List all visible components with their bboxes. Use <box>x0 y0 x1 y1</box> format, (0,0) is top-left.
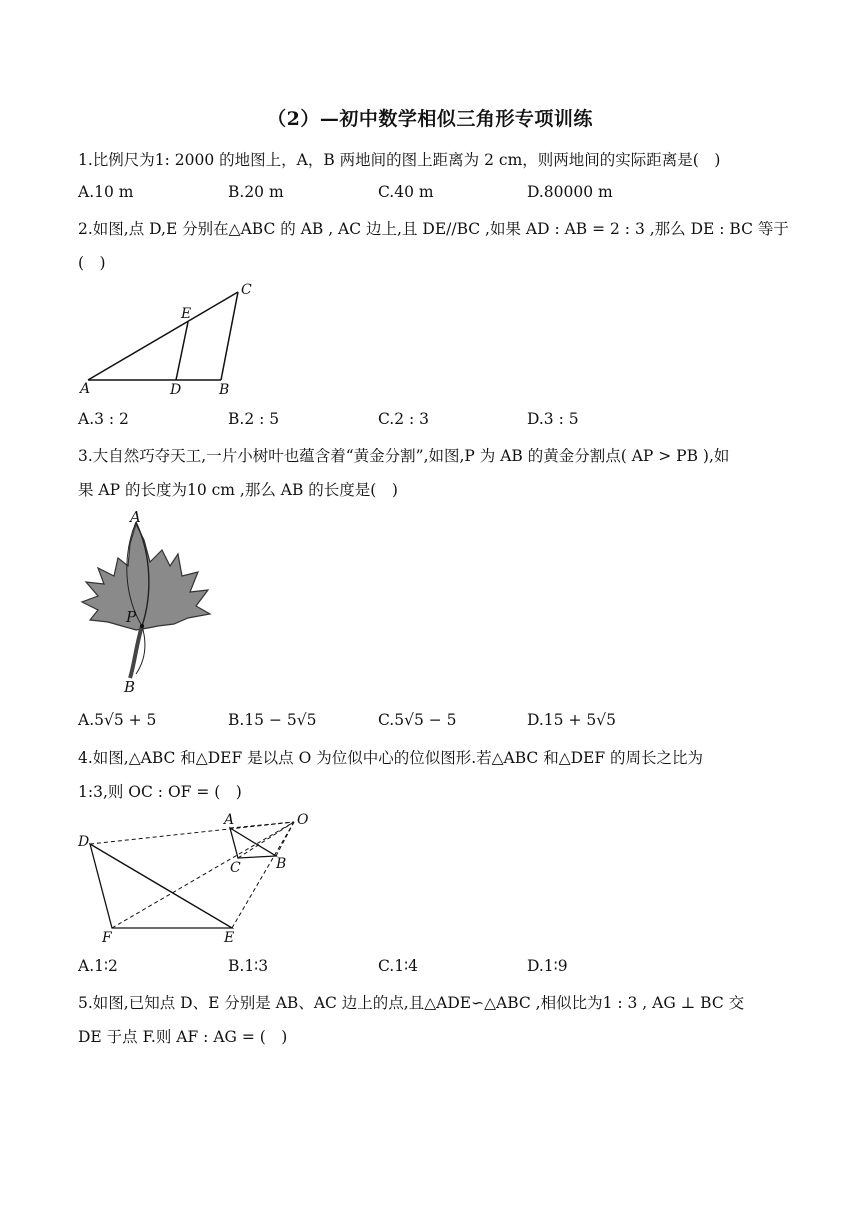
option-a: A.3 : 2 <box>78 410 129 428</box>
question-2-options <box>78 410 778 432</box>
question-4-text-line1: 4.如图,△ABC 和△DEF 是以点 O 为位似中心的位似图形.若△ABC 和△DEF 的周长之比为 <box>78 749 704 767</box>
label-e: E <box>181 306 192 322</box>
option-a: A.1∶2 <box>78 957 118 975</box>
option-d: D.1∶9 <box>527 957 568 975</box>
option-a: A.5√5 + 5 <box>78 711 157 729</box>
option-c: C.2 : 3 <box>378 410 430 428</box>
option-b: B.1∶3 <box>228 957 269 975</box>
triangle-de-parallel-bc-figure <box>78 280 268 400</box>
label-c: C <box>241 282 252 298</box>
label-c: C <box>230 860 241 876</box>
homothety-figure <box>74 808 324 943</box>
question-5-text-line2: DE 于点 F.则 AF : AG = ( ) <box>78 1028 288 1046</box>
option-c: C.1∶4 <box>378 957 418 975</box>
page-title: （2）—初中数学相似三角形专项训练 <box>267 108 593 130</box>
maple-leaf-figure <box>78 506 228 696</box>
option-c: C.40 m <box>378 183 434 201</box>
label-e: E <box>224 930 235 943</box>
question-2-text-line1: 2.如图,点 D,E 分别在△ABC 的 AB , AC 边上,且 DE//BC ,如果 AD : AB = 2 : 3 ,那么 DE : BC 等于 <box>78 220 789 238</box>
option-a: A.10 m <box>78 183 134 201</box>
question-1-text: 1.比例尺为1: 2000 的地图上，A，B 两地间的图上距离为 2 cm，则两地间的实际距离是( ) <box>78 151 721 169</box>
option-b: B.15 − 5√5 <box>228 711 317 729</box>
question-4-text-line2: 1:3,则 OC : OF = ( ) <box>78 783 242 801</box>
option-d: D.80000 m <box>527 183 613 201</box>
label-b: B <box>219 382 230 398</box>
question-3-options <box>78 711 778 733</box>
option-d: D.3 : 5 <box>527 410 579 428</box>
label-a: A <box>80 381 91 397</box>
option-c: C.5√5 − 5 <box>378 711 457 729</box>
label-f: F <box>102 930 112 943</box>
label-a: A <box>224 812 235 828</box>
label-o: O <box>297 812 309 828</box>
option-b: B.2 : 5 <box>228 410 280 428</box>
option-d: D.15 + 5√5 <box>527 711 616 729</box>
label-a: A <box>130 508 141 526</box>
label-b: B <box>276 856 287 872</box>
question-1-options <box>78 183 778 205</box>
label-p: P <box>126 608 137 626</box>
question-2-text-line2: ( ) <box>78 254 106 272</box>
question-4-options <box>78 957 778 979</box>
question-3-text-line2: 果 AP 的长度为10 cm ,那么 AB 的长度是( ) <box>78 481 398 499</box>
label-d: D <box>170 382 182 398</box>
option-b: B.20 m <box>228 183 284 201</box>
label-d: D <box>78 834 90 850</box>
question-3-text-line1: 3.大自然巧夺天工,一片小树叶也蕴含着“黄金分割”,如图,P 为 AB 的黄金分割点( AP > PB ),如 <box>78 447 730 465</box>
question-5-text-line1: 5.如图,已知点 D、E 分别是 AB、AC 边上的点,且△ADE∽△ABC ,相似比为1 : 3 , AG ⊥ BC 交 <box>78 994 745 1012</box>
label-b: B <box>124 678 136 696</box>
